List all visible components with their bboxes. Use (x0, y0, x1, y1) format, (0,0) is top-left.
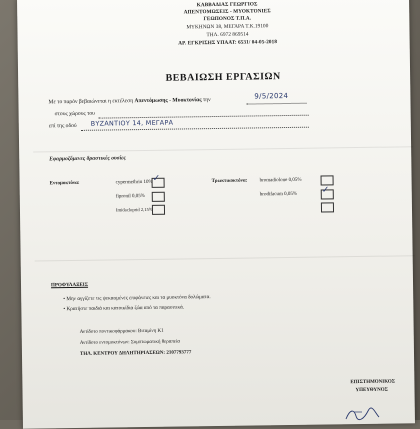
insecticides-label: Εντομοκτόνα: (49, 180, 80, 187)
insecticide-checkbox (152, 205, 165, 215)
precaution-text: Μην αγγίζετε τις ψεκασμένες επιφάνειες και τα μυοκτόνα δολώματα. (66, 294, 211, 303)
rodenticide-name: brodifacum 0,05% (259, 191, 298, 198)
precaution-text: Κρατήστε παιδιά και κατοικίδια ζώα από τα παρασιτικά. (66, 304, 185, 313)
intro-line-2: στους χώρους του (54, 110, 95, 118)
company-registration: ΑΡ. ΕΓΚΡΙΣΗΣ ΥΠΑΑΤ: 6531/ 04-05-2018 (178, 39, 278, 47)
precaution-item (63, 294, 211, 302)
rodenticide-checkbox (321, 202, 334, 212)
document-page (17, 0, 415, 429)
company-profession: ΓΕΩΠΟΝΟΣ Τ.Π.Α. (203, 15, 252, 23)
checkmark-icon: ✓ (152, 173, 161, 184)
insecticide-name: fipronil 0,05% (115, 193, 145, 200)
rodent-antidote: Αντίδοτο ποντικοφάρμακου: Βιταμίνη Κ1 (79, 328, 164, 335)
premises-line (99, 115, 309, 119)
checkmark-icon: ✓ (321, 185, 330, 196)
intro-prefix: Με το παρόν βεβαιώνεται η εκτέλεση (48, 98, 134, 106)
document-title: ΒΕΒΑΙΩΣΗ ΕΡΓΑΣΙΩΝ (165, 71, 281, 84)
intro-line-1 (48, 97, 210, 105)
handwritten-signature (342, 407, 382, 421)
company-trade: ΑΠΕΝΤΟΜΩΣΕΙΣ - ΜΥΟΚΤΟΝΙΕΣ (183, 8, 271, 16)
intro-line-3: επί της οδού (48, 122, 77, 130)
bullet-icon: • (63, 306, 67, 313)
bullet-icon: • (63, 296, 67, 303)
company-name: ΚΑΒΒΑΔΙΑΣ ΓΕΩΡΓΙΟΣ (196, 1, 258, 9)
service-type: Απεντόμωσης - Μυοκτονίας (134, 97, 202, 105)
intro-suffix: την (202, 97, 211, 104)
rodenticide-name: bromadiolone 0,05% (259, 177, 302, 184)
handwritten-street: ΒΥΖΑΝΤΙΟΥ 14, ΜΕΓΑΡΑ (90, 118, 174, 128)
rodenticide-checkbox (321, 175, 334, 185)
precautions-heading: ΠΡΟΦΥΛΑΞΕΙΣ (50, 282, 89, 289)
handwritten-date: 9/5/2024 (254, 91, 289, 101)
insecticide-name: cypermethrin 10% (115, 179, 153, 186)
company-phone: ΤΗΛ. 6972 869514 (206, 31, 249, 39)
insecticide-name: Imidacloprid 2,15% (115, 206, 153, 213)
substances-heading: Εφαρμοζόμενες δραστικές ουσίες (49, 155, 126, 163)
insecticide-checkbox (152, 192, 165, 202)
rodenticides-label: Τρωκτικοκτόνα: (211, 178, 248, 185)
insect-antidote: Αντίδοτο εντομοκτόνων: Συμπτωματική θεραπεία (79, 339, 181, 346)
paper-fold-line (33, 146, 413, 152)
paper-fold-line (35, 255, 415, 261)
company-address: ΜΥΚΗΝΩΝ 38, ΜΕΓΑΡΑ Τ.Κ.19100 (186, 23, 269, 31)
signature-role-line-2: ΥΠΕΥΘΥΝΟΣ (355, 387, 388, 394)
precaution-item (63, 304, 184, 312)
poison-center-phone: ΤΗΛ. ΚΕΝΤΡΟΥ ΔΗΛΗΤΗΡΙΑΣΕΩΝ: 2107793777 (79, 350, 192, 357)
signature-role-line-1: ΕΠΙΣΤΗΜΟΝΙΚΟΣ (350, 379, 396, 386)
date-line (247, 103, 307, 105)
